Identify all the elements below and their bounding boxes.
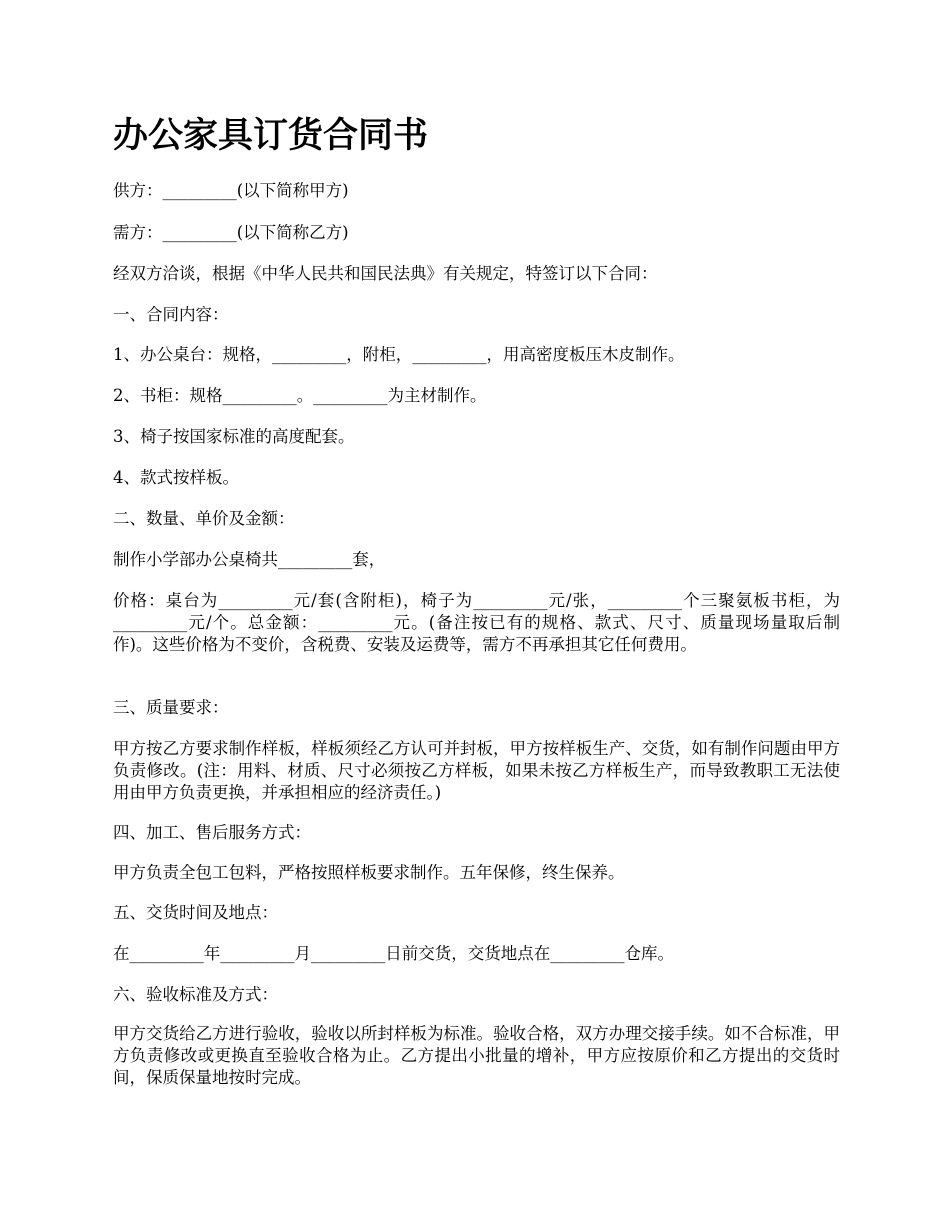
paragraph-item-bookcase: 2、书柜：规格_________。_________为主材制作。 <box>113 386 487 405</box>
paragraph-item-chair: 3、椅子按国家标准的高度配套。 <box>113 427 355 446</box>
paragraph-buyer: 需方：_________(以下简称乙方) <box>113 223 349 242</box>
section-heading-quantity-price: 二、数量、单价及金额： <box>113 509 295 528</box>
paragraph-quantity: 制作小学部办公桌椅共_________套， <box>113 550 386 569</box>
section-heading-acceptance: 六、验收标准及方式： <box>113 985 278 1004</box>
document-title: 办公家具订货合同书 <box>113 115 429 156</box>
section-heading-service: 四、加工、售后服务方式： <box>113 823 311 842</box>
section-heading-quality: 三、质量要求： <box>113 698 229 717</box>
paragraph-service: 甲方负责全包工包料，严格按照样板要求制作。五年保修，终生保养。 <box>113 863 625 882</box>
section-heading-delivery: 五、交货时间及地点： <box>113 903 278 922</box>
paragraph-delivery: 在_________年_________月_________日前交货，交货地点在_________仓库。 <box>113 944 674 963</box>
section-heading-contract-content: 一、合同内容： <box>113 305 229 324</box>
paragraph-supplier: 供方：_________(以下简称甲方) <box>113 181 349 200</box>
paragraph-item-desk: 1、办公桌台：规格，_________，附柜，_________，用高密度板压木皮制作。 <box>113 345 685 364</box>
paragraph-acceptance: 甲方交货给乙方进行验收，验收以所封样板为标准。验收合格，双方办理交接手续。如不合标准，甲方负责修改或更换直至验收合格为止。乙方提出小批量的增补，甲方应按原价和乙方提出的交货时间，保质保量地按时完成。 <box>113 1024 840 1087</box>
paragraph-item-style: 4、款式按样板。 <box>113 468 239 487</box>
paragraph-preamble: 经双方洽谈，根据《中华人民共和国民法典》有关规定，特签订以下合同： <box>113 264 658 283</box>
paragraph-quality: 甲方按乙方要求制作样板，样板须经乙方认可并封板，甲方按样板生产、交货，如有制作问题由甲方负责修改。(注：用料、材质、尺寸必须按乙方样板，如果未按乙方样板生产，而导致教职工无法使用由甲方负责更换，并承担相应的经济责任。) <box>113 739 840 802</box>
paragraph-price: 价格：桌台为_________元/套(含附柜)，椅子为_________元/张，_________个三聚氨板书柜，为_________元/个。总金额：_________元。(备注按已有的规格、款式、尺寸、质量现场量取后制作)。这些价格为不变价，含税费、安装及运费等，需方不再承担其它任何费用。 <box>113 591 840 654</box>
